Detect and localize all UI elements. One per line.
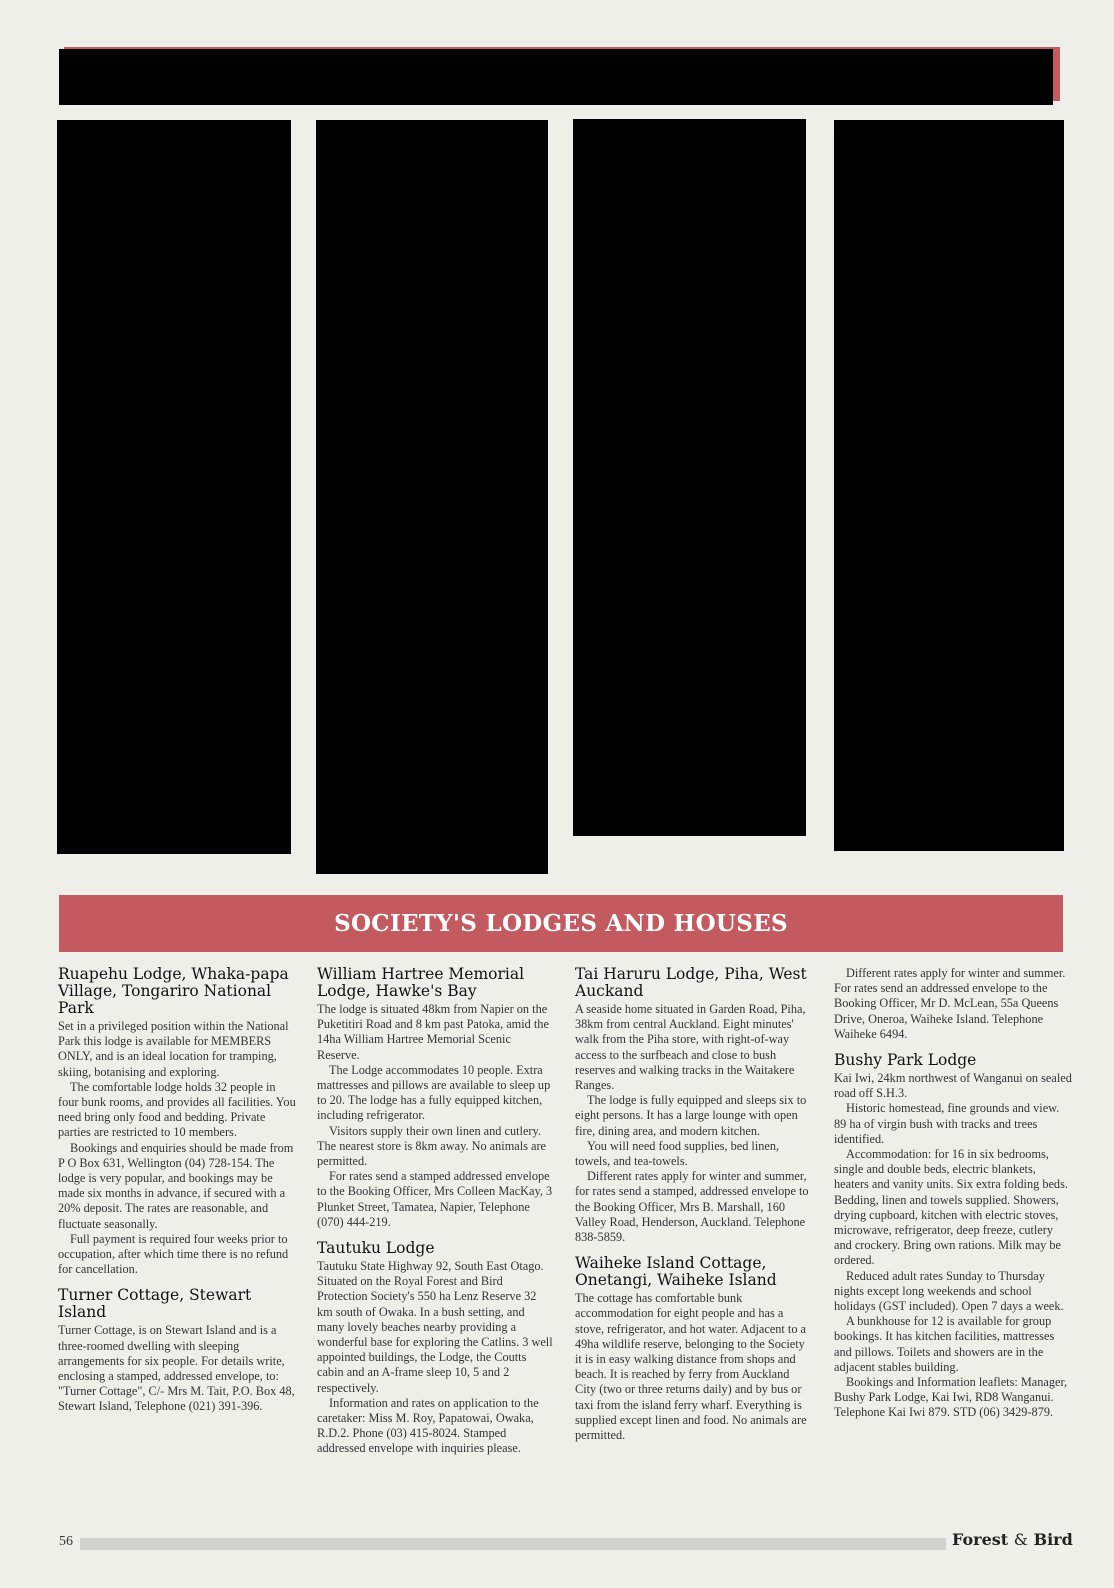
paragraph: The cottage has comfortable bunk accommodation for eight people and has a stove, refrigerator, and hot water. Adjacent to a 49ha wildlife reserve, belonging to the Society it is in easy walking distance from shops and beach. It is reached by ferry from Auckland City (two or three returns daily) and by bus or taxi from the island ferry wharf. Everything is supplied except linen and food. No animals are permitted.	[575, 1291, 807, 1443]
paragraph: Set in a privileged position within the National Park this lodge is available for MEMBERS ONLY, and is an ideal location for tramping, skiing, botanising and exploring.	[58, 1019, 289, 1079]
paragraph: Information and rates on application to the caretaker: Miss M. Roy, Papatowai, Owaka, R.D.2. Phone (03) 415-8024. Stamped addressed envelope with inquiries please.	[317, 1395, 539, 1456]
redacted-image-1	[57, 120, 291, 854]
lodge-section	[58, 1287, 296, 1414]
paragraph: Full payment is required four weeks prior to occupation, after which time there is no refund for cancellation.	[58, 1231, 289, 1277]
paragraph: Different rates apply for winter and summer, for rates send a stamped, addressed envelope to the Booking Officer, Mrs B. Marshall, 160 Valley Road, Henderson, Auckland. Telephone 838-5859.	[575, 1169, 809, 1245]
paragraph: Visitors supply their own linen and cutlery. The nearest store is 8km away. No animals are permitted.	[317, 1123, 547, 1169]
text-column-2	[317, 966, 555, 1467]
paragraph: A seaside home situated in Garden Road, Piha, 38km from central Auckland. Eight minutes' walk from the Piha store, with right-of-way access to the surfbeach and close to bush reserves and walking tracks in the Waitakere Ranges.	[575, 1002, 806, 1093]
paragraph: Different rates apply for winter and summer. For rates send an addressed envelope to the Booking Officer, Mr D. McLean, 55a Queens Drive, Oneroa, Waiheke Island. Telephone Waiheke 6494.	[834, 966, 1066, 1041]
lodge-heading: Tai Haruru Lodge, Piha, West Auckand	[575, 965, 807, 1000]
paragraph: A bunkhouse for 12 is available for group bookings. It has kitchen facilities, mattresses and pillows. Toilets and showers are in the adjacent stables building.	[834, 1314, 1055, 1374]
redacted-header	[59, 49, 1053, 105]
brand-ampersand: &	[1013, 1530, 1028, 1549]
lodge-heading: Turner Cottage, Stewart Island	[58, 1286, 252, 1322]
paragraph: Reduced adult rates Sunday to Thursday nights except long weekends and school holidays (GST included). Open 7 days a week.	[834, 1268, 1064, 1314]
paragraph: Accommodation: for 16 in six bedrooms, single and double beds, electric blankets, heaters and vanity units. Six extra folding beds. Bedding, linen and towels supplied. Showers, drying cupboard, kitchen with electric stoves, microwave, refrigerator, deep freeze, cutlery and crockery. Bring own rations. Milk may be ordered.	[834, 1147, 1068, 1268]
redacted-image-3	[573, 119, 806, 836]
page-number: 56	[59, 1534, 73, 1549]
lodge-heading: Bushy Park Lodge	[834, 1051, 977, 1070]
lodge-section	[575, 966, 813, 1245]
redacted-image-2	[316, 120, 548, 874]
lodge-heading: William Hartree Memorial Lodge, Hawke's Bay	[317, 965, 525, 1000]
brand-forest: Forest	[952, 1530, 1009, 1549]
magazine-brand	[952, 1530, 1073, 1549]
lodge-section	[58, 966, 296, 1277]
paragraph: The lodge is situated 48km from Napier on the Puketitiri Road and 8 km past Patoka, amid the 14ha William Hartree Memorial Scenic Reserve.	[317, 1002, 549, 1062]
paragraph: Bookings and enquiries should be made from P O Box 631, Wellington (04) 728-154. The lodge is very popular, and bookings may be made six months in advance, if secured with a 20% deposit. The rates are reasonable, and fluctuate seasonally.	[58, 1140, 294, 1231]
paragraph: Tautuku State Highway 92, South East Otago. Situated on the Royal Forest and Bird Protection Society's 550 ha Lenz Reserve 32 km south of Owaka. In a bush setting, and many lovely beaches nearby providing a wonderful base for exploring the Catlins. 3 well appointed buildings, the Lodge, the Coutts cabin and an A-frame sleep 10, 5 and 2 respectively.	[317, 1259, 553, 1395]
paragraph: Kai Iwi, 24km northwest of Wanganui on sealed road off S.H.3.	[834, 1071, 1072, 1101]
paragraph: Bookings and Information leaflets: Manager, Bushy Park Lodge, Kai Iwi, RD8 Wanganui. Telephone Kai Iwi 879. STD (06) 3429-879.	[834, 1375, 1068, 1420]
text-column-4	[834, 966, 1072, 1431]
lodge-section	[317, 966, 555, 1230]
lodge-heading: Waiheke Island Cottage, Onetangi, Waiheke Island	[575, 1254, 777, 1290]
lodge-heading: Tautuku Lodge	[317, 1239, 435, 1258]
lodge-section	[317, 1240, 555, 1457]
redacted-image-4	[834, 120, 1064, 851]
lodge-heading: Ruapehu Lodge, Whaka-papa Village, Tongariro National Park	[58, 965, 289, 1017]
brand-bird: Bird	[1033, 1530, 1073, 1549]
lodge-section	[575, 1255, 813, 1443]
text-column-3	[575, 966, 813, 1453]
section-banner	[59, 895, 1063, 952]
paragraph: The comfortable lodge holds 32 people in four bunk rooms, and provides all facilities. You need bring only food and bedding. Private parties are restricted to 10 members.	[58, 1079, 296, 1140]
text-column-1	[58, 966, 296, 1425]
paragraph: For rates send a stamped addressed envelope to the Booking Officer, Mrs Colleen MacKay, 3 Plunket Street, Tamatea, Napier, Telephone (070) 444-219.	[317, 1169, 553, 1229]
footer-rule	[80, 1538, 946, 1550]
lodge-section-continued	[834, 966, 1072, 1042]
paragraph: The Lodge accommodates 10 people. Extra mattresses and pillows are available to sleep up to 20. The lodge has a fully equipped kitchen, including refrigerator.	[317, 1062, 551, 1123]
paragraph: You will need food supplies, bed linen, towels, and tea-towels.	[575, 1138, 780, 1169]
paragraph: The lodge is fully equipped and sleeps six to eight persons. It has a large lounge with open fire, dining area, and modern kitchen.	[575, 1093, 807, 1138]
lodge-section	[834, 1052, 1072, 1421]
section-title: SOCIETY'S LODGES AND HOUSES	[334, 910, 788, 937]
paragraph: Historic homestead, fine grounds and view. 89 ha of virgin bush with tracks and trees identified.	[834, 1101, 1060, 1146]
paragraph: Turner Cottage, is on Stewart Island and is a three-roomed dwelling with sleeping arrangements for six people. For details write, enclosing a stamped, addressed envelope, to: "Turner Cottage", C/- Mrs M. Tait, P.O. Box 48, Stewart Island, Telephone (021) 391-396.	[58, 1323, 295, 1414]
